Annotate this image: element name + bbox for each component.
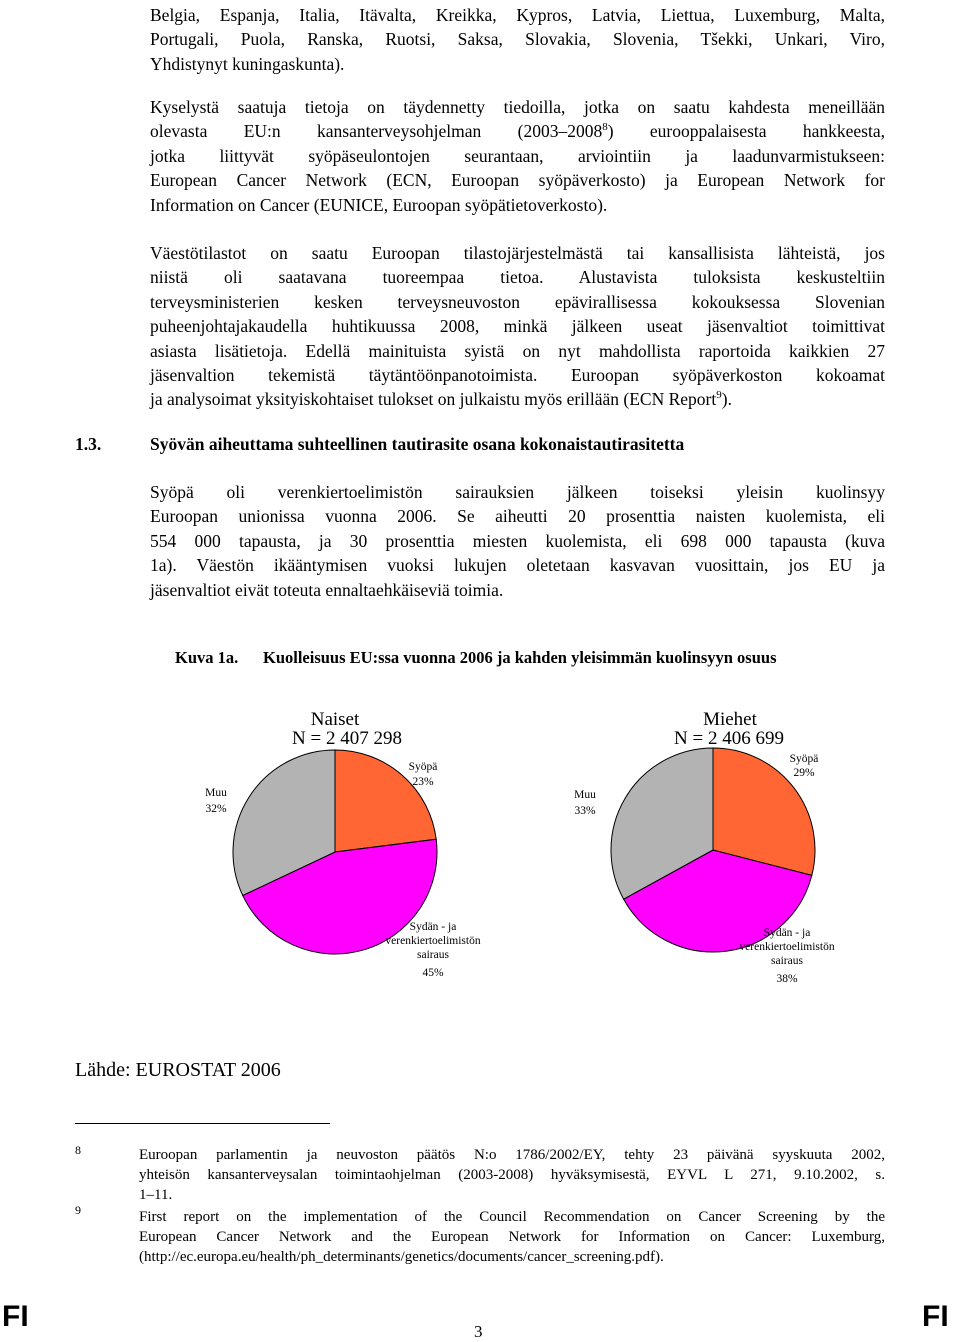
text-line: Väestötilastot on saatu Euroopan tilastojärjestelmästä tai kansallisista lähteistä, jos: [150, 243, 885, 263]
text-fragment: olevasta EU:n kansanterveysohjelman (2003–2008: [150, 121, 603, 142]
footnote-line: 1–11.: [139, 1187, 173, 1203]
footnote-line: Euroopan parlamentin ja neuvoston päätös N:o 1786/2002/EY, tehty 23 päivänä syyskuuta 2002,: [139, 1147, 885, 1163]
footnote-line: European Cancer Network and the European Network for Information on Cancer: Luxemburg,: [139, 1229, 885, 1245]
footnote-8: [139, 1145, 885, 1205]
slice-percentage: 32%: [205, 803, 227, 815]
footnote-ref-8[interactable]: 8: [602, 121, 608, 134]
page-number: 3: [474, 1322, 483, 1341]
text-line: Yhdistynyt kuningaskunta).: [150, 53, 345, 74]
slice-percentage: 33%: [574, 805, 596, 817]
paragraph-cancer-mortality: [150, 480, 885, 602]
slice-label: Sydän - ja verenkiertoelimistön sairaus: [739, 927, 835, 967]
slice-label: Sydän - ja verenkiertoelimistön sairaus: [385, 921, 481, 961]
slice-percentage: 29%: [793, 767, 815, 779]
text-line: Portugali, Puola, Ranska, Ruotsi, Saksa, Slovakia, Slovenia, Tšekki, Unkari, Viro,: [150, 29, 885, 50]
section-title: Syövän aiheuttama suhteellinen tautirasite osana kokonaistautirasitetta: [150, 434, 685, 454]
text-line: [150, 119, 885, 143]
figure-title: Kuolleisuus EU:ssa vuonna 2006 ja kahden yleisimmän kuolinsyyn osuus: [263, 648, 777, 667]
text-fragment: ).: [721, 389, 732, 410]
text-line: Kyselystä saatuja tietoja on täydennetty tiedoilla, jotka on saatu kahdesta meneillään: [150, 97, 885, 117]
text-line: Information on Cancer (EUNICE, Euroopan syöpätietoverkosto).: [150, 194, 608, 215]
language-code-left: FI: [2, 1300, 29, 1333]
language-code-right: FI: [922, 1300, 949, 1333]
figure-label: Kuva 1a.: [175, 648, 239, 667]
slice-percentage: 45%: [422, 967, 444, 979]
text-line: jäsenvaltion tekemistä täytäntöönpanotoimista. Euroopan syöpäverkoston kokoamat: [150, 364, 885, 385]
paragraph-population-statistics: [150, 241, 885, 412]
slice-label: Syöpä: [789, 753, 819, 765]
footnote-ref-9[interactable]: 9: [716, 389, 722, 402]
chart-subtitle: N = 2 406 699: [674, 728, 784, 749]
text-line: Euroopan unionissa vuonna 2006. Se aiheutti 20 prosenttia naisten kuolemista, eli: [150, 506, 885, 527]
slice-percentage: 38%: [776, 973, 798, 985]
text-line: Belgia, Espanja, Italia, Itävalta, Kreikka, Kypros, Latvia, Liettua, Luxemburg, Malta,: [150, 5, 885, 25]
text-line: puheenjohtajakaudella huhtikuussa 2008, minkä jälkeen useat jäsenvaltiot toimittivat: [150, 316, 885, 337]
text-line: 1a). Väestön ikääntymisen vuoksi lukujen oletetaan kasvavan vuosittain, jos EU ja: [150, 555, 885, 576]
chart-title: Miehet: [703, 709, 757, 730]
paragraph-data-sources: [150, 95, 885, 217]
pie-charts: [0, 690, 960, 1010]
chart-subtitle: N = 2 407 298: [292, 728, 402, 749]
text-fragment: ja analysoimat yksityiskohtaiset tulokset on julkaistu myös erillään (ECN Report: [150, 389, 717, 410]
chart-title: Naiset: [310, 709, 360, 730]
section-number: 1.3.: [75, 434, 102, 454]
text-line: terveysministerien kesken terveysneuvoston epävirallisessa kokouksessa Slovenian: [150, 291, 885, 312]
text-line: asiasta lisätietoja. Edellä mainituista syistä on nyt mahdollista raportoida kaikkien 27: [150, 340, 885, 361]
footnote-9: [139, 1207, 885, 1267]
text-line: jäsenvaltiot eivät toteuta ennaltaehkäiseviä toimia.: [150, 579, 504, 600]
text-line: niistä oli saatavana tuoreempaa tietoa. Alustavista tuloksista keskusteltiin: [150, 267, 885, 288]
slice-label: Muu: [205, 787, 227, 799]
footnote-number-9: 9: [75, 1203, 81, 1217]
slice-label: Muu: [574, 789, 596, 801]
text-line: Syöpä oli verenkiertoelimistön sairauksien jälkeen toiseksi yleisin kuolinsyy: [150, 482, 885, 502]
footnote-line: First report on the implementation of the Council Recommendation on Cancer Screening by the: [139, 1209, 885, 1225]
text-line: European Cancer Network (ECN, Euroopan syöpäverkosto) ja European Network for: [150, 170, 885, 191]
slice-label: Syöpä: [408, 761, 438, 773]
text-fragment: ) eurooppalaisesta hankkeesta,: [607, 121, 885, 142]
chart-source: Lähde: EUROSTAT 2006: [75, 1059, 281, 1081]
text-line: 554 000 tapausta, ja 30 prosenttia miesten kuolemista, eli 698 000 tapausta (kuva: [150, 530, 885, 551]
text-line: [150, 387, 885, 411]
footnote-line: (http://ec.europa.eu/health/ph_determinants/genetics/documents/cancer_screening.pdf).: [139, 1249, 664, 1265]
footnote-number-8: 8: [75, 1143, 81, 1157]
slice-percentage: 23%: [412, 776, 434, 788]
footnote-separator: [75, 1123, 330, 1124]
paragraph-member-states: [150, 3, 885, 76]
text-line: jotka liittyvät syöpäseulontojen seurantaan, arviointiin ja laadunvarmistukseen:: [150, 145, 885, 166]
footnote-line: yhteisön kansanterveysalan toimintaohjelman (2003-2008) hyväksymisestä, EYVL L 271, 9.10.2002, s.: [139, 1167, 885, 1183]
